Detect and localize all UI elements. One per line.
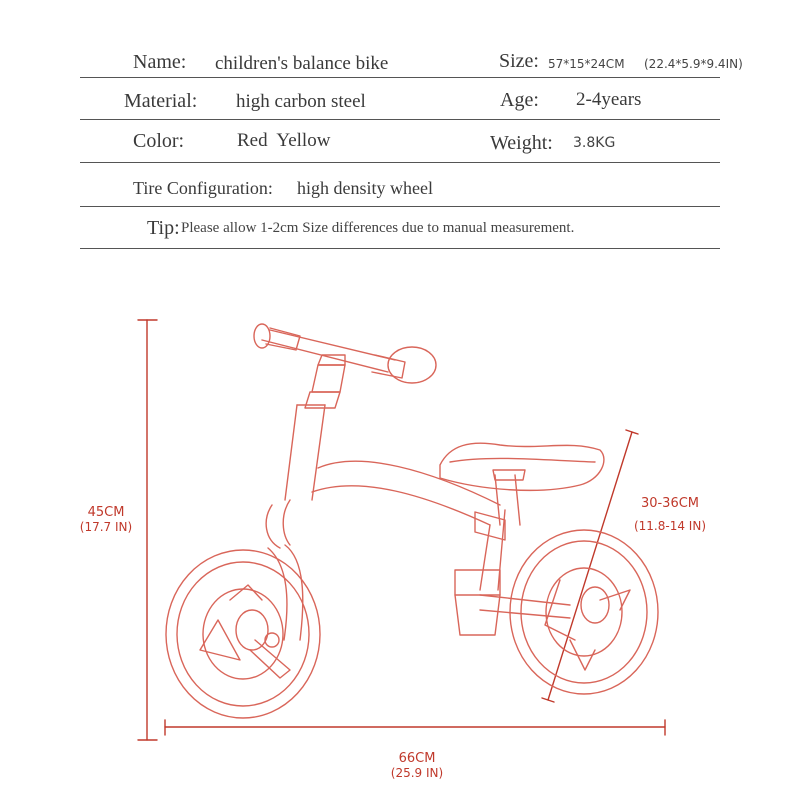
size-value-inches: (22.4*5.9*9.4IN) <box>644 57 743 71</box>
tip-text: Please allow 1-2cm Size differences due to manual measurement. <box>181 220 575 236</box>
frame <box>312 461 570 635</box>
length-dimension-label <box>377 751 457 780</box>
seat <box>440 443 604 540</box>
seat-in: (11.8-14 IN) <box>633 519 706 533</box>
weight-label: Weight: <box>490 132 553 154</box>
age-label: Age: <box>500 89 539 111</box>
weight-value: 3.8KG <box>573 135 616 151</box>
handlebar <box>254 324 436 383</box>
height-cm: 45CM <box>87 505 125 520</box>
front-wheel <box>166 550 320 718</box>
height-in: (17.7 IN) <box>79 520 133 534</box>
age-value: 2-4years <box>576 89 642 110</box>
tire-label: Tire Configuration: <box>133 178 273 198</box>
head-tube <box>285 355 345 500</box>
material-label: Material: <box>124 90 198 112</box>
front-fork <box>266 500 303 640</box>
size-value: 57*15*24CM <box>548 57 625 71</box>
name-value: children's balance bike <box>215 53 389 74</box>
material-value: high carbon steel <box>236 91 366 112</box>
rear-wheel <box>510 530 658 694</box>
height-dimension-label <box>76 505 136 534</box>
length-cm: 66CM <box>398 751 436 766</box>
size-label: Size: <box>499 50 539 72</box>
seat-dimension-label <box>625 496 715 533</box>
tip-label: Tip: <box>147 217 180 239</box>
color-value: Red Yellow <box>237 130 331 151</box>
color-label: Color: <box>133 130 185 152</box>
length-in: (25.9 IN) <box>390 766 444 780</box>
tire-value: high density wheel <box>297 178 433 198</box>
name-label: Name: <box>133 51 187 73</box>
seat-cm: 30-36CM <box>640 496 700 511</box>
